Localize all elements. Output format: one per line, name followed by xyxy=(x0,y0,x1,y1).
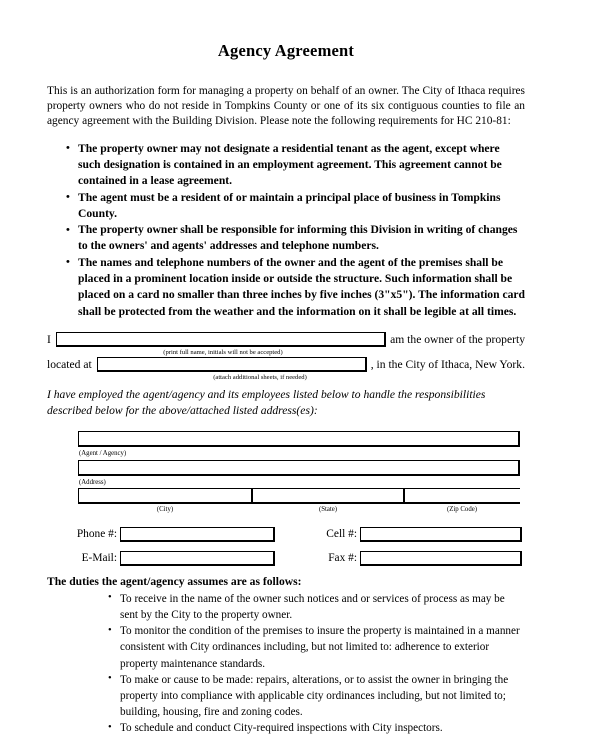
owner-name-input[interactable] xyxy=(56,332,386,347)
owner-address-input[interactable] xyxy=(97,357,367,372)
owner-name-tail: am the owner of the property xyxy=(390,332,525,346)
agent-city-label: (City) xyxy=(156,505,174,513)
owner-name-row xyxy=(47,332,525,347)
owner-address-lead: located at xyxy=(47,357,92,371)
city-state-zip-row xyxy=(78,488,520,504)
owner-name-lead: I xyxy=(47,332,51,346)
page-title: Agency Agreement xyxy=(217,41,355,60)
owner-address-tail: , in the City of Ithaca, New York. xyxy=(370,357,525,371)
agent-state-label: (State) xyxy=(318,505,338,513)
intro-paragraph: This is an authorization form for managing a property on behalf of an owner. The City of Ithaca requires property owners who do not reside in Tompkins County or one of its six contiguous counties to file an agency agreement with the Building Division. Please note the following requirements for HC 210-81: xyxy=(47,85,525,128)
requirement-item: • The property owner shall be responsible for informing this Division in writing of changes to the owners' and agents' addresses and telephone numbers. xyxy=(66,222,525,255)
duty-item: • To receive in the name of the owner such notices and or services of process as may be sent by the City to the property owner. xyxy=(108,591,525,623)
agent-agency-label: (Agent / Agency) xyxy=(79,449,127,457)
phone-label: Phone #: xyxy=(76,528,117,541)
contact-fields-block xyxy=(55,527,525,566)
agent-zip-label: (Zip Code) xyxy=(446,505,477,513)
email-label: E-Mail: xyxy=(81,552,117,565)
requirement-item: • The agent must be a resident of or maintain a principal place of business in Tompkins County. xyxy=(66,190,525,223)
owner-address-row xyxy=(47,357,525,372)
phone-cell-row xyxy=(55,527,525,542)
agent-agency-input[interactable] xyxy=(78,431,520,447)
cell-input[interactable] xyxy=(360,527,522,542)
agent-state-input[interactable] xyxy=(253,489,405,502)
requirement-item: • The property owner may not designate a residential tenant as the agent, except where such designation is contained in an employment agreement. This agreement cannot be contained in a lease agreement. xyxy=(66,141,525,190)
city-state-zip-captions xyxy=(78,504,520,515)
cell-label: Cell #: xyxy=(326,528,357,541)
owner-name-caption: (print full name, initials will not be accepted) xyxy=(163,348,283,356)
phone-input[interactable] xyxy=(120,527,275,542)
agent-city-input[interactable] xyxy=(79,489,253,502)
agent-address-input[interactable] xyxy=(78,460,520,476)
requirements-list xyxy=(47,141,525,320)
duties-heading: The duties the agent/agency assumes are as follows: xyxy=(47,574,302,588)
agent-fields-block xyxy=(78,430,520,515)
duties-list xyxy=(47,591,525,737)
email-input[interactable] xyxy=(120,551,275,566)
email-fax-row xyxy=(55,551,525,566)
owner-address-caption: (attach additional sheets, if needed) xyxy=(213,373,307,381)
duty-item: • To monitor the condition of the premises to insure the property is maintained in a manner consistent with City ordinances including, but not limited to: adherence to exterior property maintenance standards. xyxy=(108,623,525,672)
employment-statement: I have employed the agent/agency and its employees listed below to handle the responsibilities described below for the above/attached listed address(es): xyxy=(47,387,486,417)
duty-item: • To make or cause to be made: repairs, alterations, or to assist the owner in bringing the property into compliance with applicable city ordinances including, but not limited to; building, housing, fire and zoning codes. xyxy=(108,672,525,721)
owner-statement-block xyxy=(47,332,525,382)
duty-item: • To schedule and conduct City-required inspections with City inspectors. xyxy=(108,720,525,736)
fax-input[interactable] xyxy=(360,551,522,566)
agent-zip-input[interactable] xyxy=(405,489,586,502)
agent-address-label: (Address) xyxy=(79,478,106,486)
document-content xyxy=(47,0,525,737)
fax-label: Fax #: xyxy=(328,552,357,565)
requirement-item: • The names and telephone numbers of the owner and the agent of the premises shall be placed in a prominent location inside or outside the structure. Such information shall be placed on a card no smaller than three inches by five inches (3"x5"). The information card shall be protected from the weather and the information on it shall be legible at all times. xyxy=(66,255,525,320)
